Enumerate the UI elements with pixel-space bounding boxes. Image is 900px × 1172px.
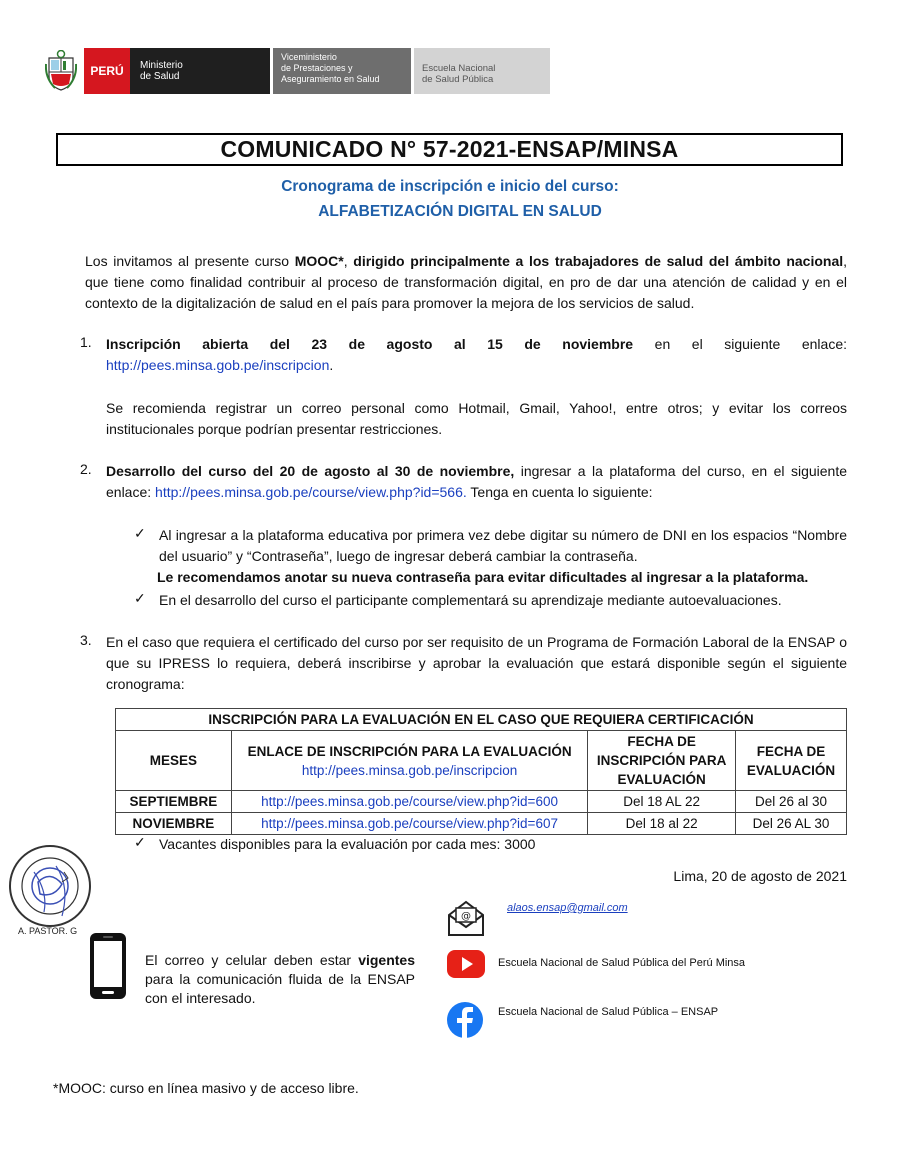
item1-text: en el siguiente enlace: xyxy=(633,336,848,352)
item1-dates: Inscripción abierta del 23 de agosto al 15 de noviembre xyxy=(106,336,634,352)
check-icon: ✓ xyxy=(134,525,146,541)
seal-signature-name: A. PASTOR. G xyxy=(18,926,78,936)
row-mes: SEPTIEMBRE xyxy=(116,791,232,813)
row-enlace-link[interactable]: http://pees.minsa.gob.pe/course/view.php?id=600 xyxy=(231,791,587,813)
header-logos xyxy=(44,48,550,94)
bullet-password-tip: Le recomendamos anotar su nueva contraseña para evitar dificultades al ingresar a la plataforma. xyxy=(157,569,809,585)
ministerio-logo xyxy=(130,48,270,94)
row-fecha-inscripcion: Del 18 AL 22 xyxy=(588,791,736,813)
evaluation-schedule-table xyxy=(115,708,847,835)
intro-paragraph xyxy=(85,251,847,314)
intro-comma: , xyxy=(343,253,354,269)
viceministerio-logo xyxy=(273,48,411,94)
vice-line2: de Prestaciones y xyxy=(281,63,353,73)
item1-end: . xyxy=(329,357,334,373)
inscripcion-link[interactable]: http://pees.minsa.gob.pe/inscripcion xyxy=(106,357,330,373)
table-row xyxy=(116,791,847,813)
row-enlace-link[interactable]: http://pees.minsa.gob.pe/course/view.php?id=607 xyxy=(231,813,587,835)
mooc-footnote: *MOOC: curso en línea masivo y de acceso libre. xyxy=(53,1080,359,1096)
intro-mooc: MOOC* xyxy=(294,253,344,269)
header-enlace-link[interactable]: http://pees.minsa.gob.pe/inscripcion xyxy=(301,762,518,778)
contact-email-link[interactable]: alaos.ensap@gmail.com xyxy=(507,902,628,914)
item1-number: 1. xyxy=(80,334,92,350)
intro-pre: Los invitamos al presente curso xyxy=(85,253,295,269)
peru-label: PERÚ xyxy=(90,64,124,78)
svg-text:@: @ xyxy=(461,911,471,922)
official-seal-icon xyxy=(4,842,96,934)
item2-number: 2. xyxy=(80,461,92,477)
course-link[interactable]: http://pees.minsa.gob.pe/course/view.php?id=566. xyxy=(155,484,467,500)
phone-text-pre: El correo y celular deben estar xyxy=(145,952,359,968)
document-date: Lima, 20 de agosto de 2021 xyxy=(673,868,847,884)
contact-facebook-label[interactable]: Escuela Nacional de Salud Pública – ENSAP xyxy=(498,1006,719,1018)
table-row xyxy=(116,813,847,835)
phone-text-post: para la comunicación fluida de la ENSAP con el interesado. xyxy=(145,971,415,1006)
header-meses: MESES xyxy=(116,731,232,791)
header-fecha-inscripcion: FECHA DE INSCRIPCIÓN PARA EVALUACIÓN xyxy=(588,731,736,791)
vice-line1: Viceministerio xyxy=(281,52,337,62)
ensap-logo xyxy=(414,48,550,94)
check-icon: ✓ xyxy=(134,590,146,606)
youtube-icon[interactable] xyxy=(446,948,486,980)
item2-paragraph xyxy=(106,461,847,503)
email-recommendation: Se recomienda registrar un correo personal como Hotmail, Gmail, Yahoo!, entre otros; y evitar los correos institucionales porque podrían presentar restricciones. xyxy=(106,400,847,437)
intro-target: dirigido principalmente a los trabajadores de salud del ámbito nacional xyxy=(353,253,844,269)
item2-end: Tenga en cuenta lo siguiente: xyxy=(466,484,653,500)
item3-paragraph: En el caso que requiera el certificado del curso por ser requisito de un Programa de Formación Laboral de la ENSAP o que su IPRESS lo requiera, deberá inscribirse y aprobar la evaluación que estará disponible según el siguiente cronograma: xyxy=(106,634,847,692)
subtitle-schedule: Cronograma de inscripción e inicio del curso: xyxy=(281,178,619,195)
row-mes: NOVIEMBRE xyxy=(116,813,232,835)
check-icon: ✓ xyxy=(134,834,146,850)
row-fecha-evaluacion: Del 26 AL 30 xyxy=(736,813,847,835)
ensap-line1: Escuela Nacional xyxy=(422,63,496,74)
item3-number: 3. xyxy=(80,632,92,648)
ensap-line2: de Salud Pública xyxy=(422,74,494,85)
item1-paragraph xyxy=(106,334,847,376)
document-title: COMUNICADO N° 57-2021-ENSAP/MINSA xyxy=(56,133,843,166)
ministerio-line2: de Salud xyxy=(140,71,180,82)
intro-rest: , que tiene como finalidad contribuir al proceso de transformación digital, en pro de dar una atención de calidad y en el contexto de la digitalización de salud en el país para promover la mejora de los servicios de salud. xyxy=(85,253,848,311)
contact-validity-note xyxy=(145,951,415,1008)
item2-text: ingresar a la plataforma del curso, en el siguiente enlace: xyxy=(106,463,847,500)
bullet-autoevaluation: En el desarrollo del curso el participante complementará su aprendizaje mediante autoevaluaciones. xyxy=(159,592,782,608)
header-enlace-label: ENLACE DE INSCRIPCIÓN PARA LA EVALUACIÓN xyxy=(247,743,572,759)
mobile-phone-icon xyxy=(88,932,128,1000)
facebook-icon[interactable] xyxy=(446,1001,484,1039)
peru-logo xyxy=(84,48,130,94)
header-enlace xyxy=(231,731,587,791)
vice-line3: Aseguramiento en Salud xyxy=(281,74,380,84)
table-caption: INSCRIPCIÓN PARA LA EVALUACIÓN EN EL CASO QUE REQUIERA CERTIFICACIÓN xyxy=(116,709,847,731)
subtitle-course: ALFABETIZACIÓN DIGITAL EN SALUD xyxy=(318,203,602,220)
phone-text-bold: vigentes xyxy=(358,952,415,968)
row-fecha-inscripcion: Del 18 al 22 xyxy=(588,813,736,835)
email-at-icon xyxy=(447,899,485,937)
contact-youtube-label[interactable]: Escuela Nacional de Salud Pública del Perú Minsa xyxy=(498,957,746,969)
header-fecha-evaluacion: FECHA DE EVALUACIÓN xyxy=(736,731,847,791)
item2-dates: Desarrollo del curso del 20 de agosto al 30 de noviembre, xyxy=(106,463,515,479)
bullet-dni: Al ingresar a la plataforma educativa por primera vez debe digitar su número de DNI en los espacios “Nombre del usuario” y “Contraseña”, luego de ingresar deberá cambiar la contraseña. xyxy=(159,527,847,564)
peru-coat-of-arms-icon xyxy=(44,48,78,94)
row-fecha-evaluacion: Del 26 al 30 xyxy=(736,791,847,813)
ministerio-line1: Ministerio xyxy=(140,60,183,71)
vacantes-note: Vacantes disponibles para la evaluación por cada mes: 3000 xyxy=(159,836,536,852)
